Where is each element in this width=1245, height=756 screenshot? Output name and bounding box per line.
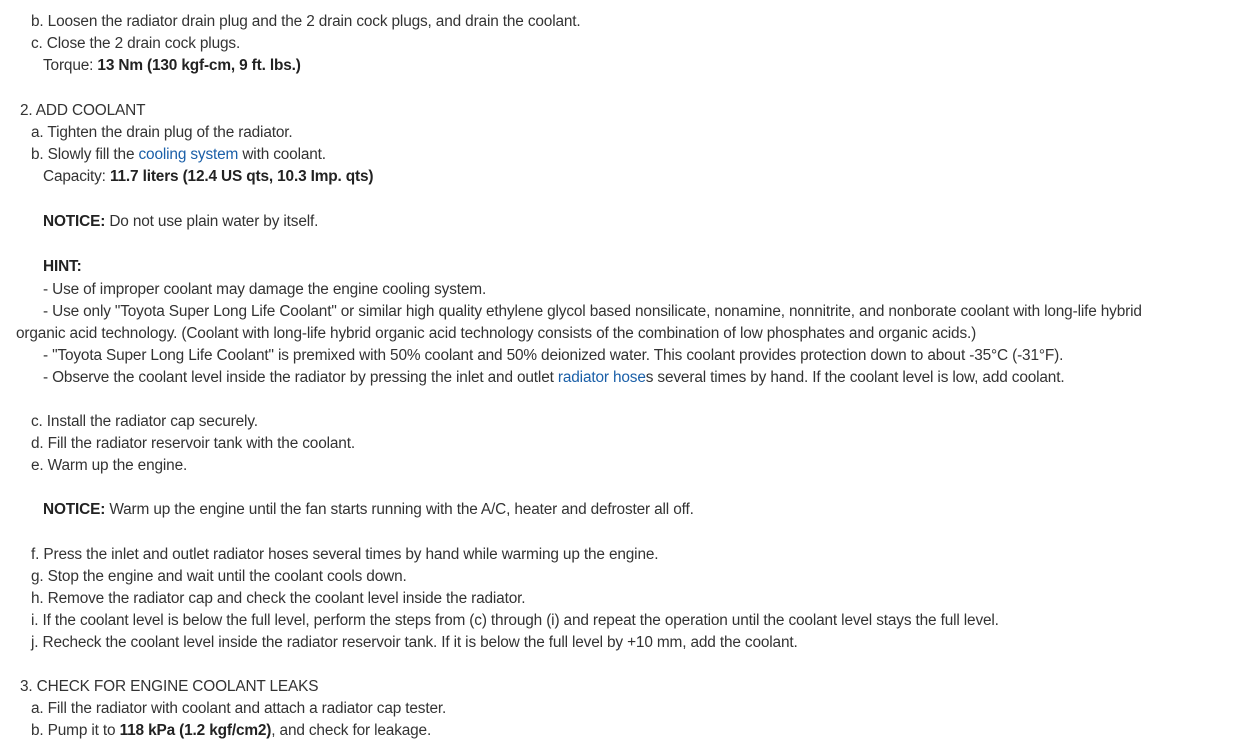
radiator-hose-link[interactable]: radiator hose (557, 369, 646, 386)
notice-label: NOTICE: (43, 213, 106, 230)
hint-item-2-continued: organic acid technology. (Coolant with long-life hybrid organic acid technology consists of the combination of low phosphates and organic acids.) (16, 325, 977, 342)
pressure-value: 118 kPa (1.2 kgf/cm2) (119, 722, 272, 739)
notice-warm-up: NOTICE: Warm up the engine until the fan starts running with the A/C, heater and defroster all off. (43, 501, 694, 518)
section-heading-check-leaks: 3. CHECK FOR ENGINE COOLANT LEAKS (20, 678, 319, 695)
notice-label: NOTICE: (43, 501, 106, 518)
hint-label: HINT: (43, 258, 82, 275)
cooling-system-link[interactable]: cooling system (138, 146, 239, 163)
section-heading-add-coolant: 2. ADD COOLANT (20, 102, 146, 119)
torque-label: Torque: (43, 57, 98, 74)
step-3b: b. Pump it to 118 kPa (1.2 kgf/cm2), and check for leakage. (31, 722, 432, 739)
torque-spec (43, 55, 301, 77)
step-1b: b. Loosen the radiator drain plug and the 2 drain cock plugs, and drain the coolant. (31, 13, 581, 30)
step-3a: a. Fill the radiator with coolant and attach a radiator cap tester. (31, 700, 447, 717)
step-2b: b. Slowly fill the cooling system with coolant. (31, 146, 326, 163)
step-2e: e. Warm up the engine. (31, 457, 188, 474)
step-2f: f. Press the inlet and outlet radiator hoses several times by hand while warming up the engine. (31, 546, 659, 563)
step-2j: j. Recheck the coolant level inside the radiator reservoir tank. If it is below the full level by +10 mm, add the coolant. (31, 634, 798, 651)
step-1c: c. Close the 2 drain cock plugs. (31, 35, 241, 52)
step-2c: c. Install the radiator cap securely. (31, 413, 258, 430)
step-2a: a. Tighten the drain plug of the radiator. (31, 124, 293, 141)
hint-item-4: - Observe the coolant level inside the radiator by pressing the inlet and outlet radiator hoses several times by hand. If the coolant level is low, add coolant. (43, 369, 1065, 386)
step-2i: i. If the coolant level is below the full level, perform the steps from (c) through (i) and repeat the operation until the coolant level stays the full level. (31, 612, 999, 629)
capacity-spec: Capacity: 11.7 liters (12.4 US qts, 10.3 Imp. qts) (43, 168, 374, 185)
step-2d: d. Fill the radiator reservoir tank with the coolant. (31, 435, 355, 452)
notice-plain-water: NOTICE: Do not use plain water by itself. (43, 213, 319, 230)
step-2h: h. Remove the radiator cap and check the coolant level inside the radiator. (31, 590, 526, 607)
hint-item-3: - "Toyota Super Long Life Coolant" is premixed with 50% coolant and 50% deionized water. This coolant provides protection down to about -35°C (-31°F). (43, 347, 1064, 364)
step-2g: g. Stop the engine and wait until the coolant cools down. (31, 568, 407, 585)
hint-item-2: - Use only "Toyota Super Long Life Coolant" or similar high quality ethylene glycol based nonsilicate, nonamine, nonnitrite, and nonborate coolant with long-life hybrid (43, 303, 1142, 320)
capacity-value: 11.7 liters (12.4 US qts, 10.3 Imp. qts) (109, 168, 374, 185)
torque-value: 13 Nm (130 kgf-cm, 9 ft. lbs.) (97, 57, 301, 74)
hint-item-1: - Use of improper coolant may damage the engine cooling system. (43, 281, 487, 298)
